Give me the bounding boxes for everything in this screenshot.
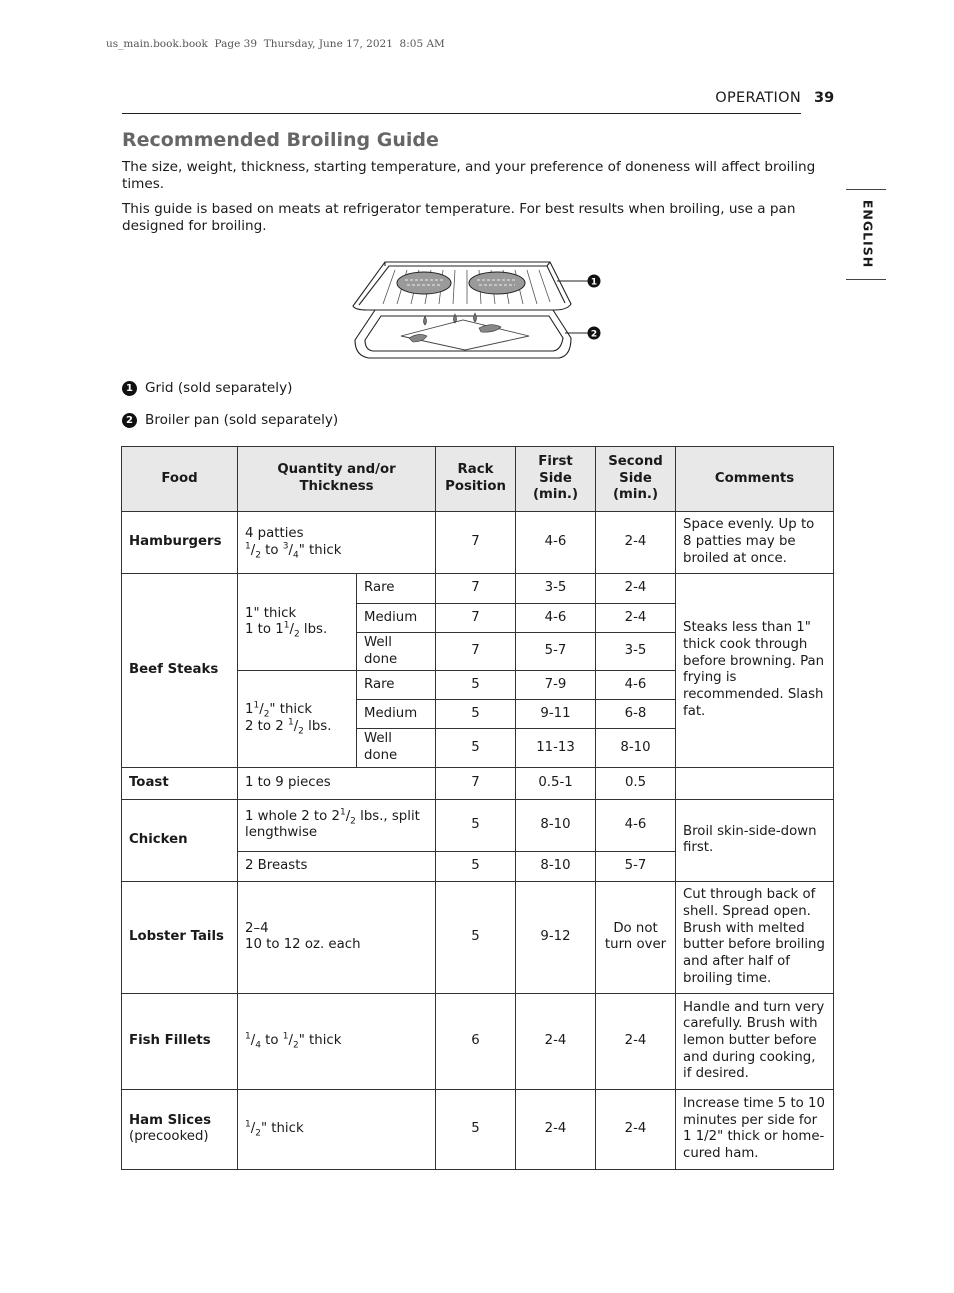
- doneness-cell: Medium: [357, 700, 436, 729]
- broiler-pan-illustration: [345, 256, 607, 364]
- qty-text: 1 to 1: [245, 622, 284, 638]
- fraction-den: 2: [255, 1128, 261, 1139]
- doneness-cell: Well done: [357, 633, 436, 671]
- rack-cell: 7: [436, 633, 516, 671]
- intro-paragraph-1: The size, weight, thickness, starting temperature, and your preference of doneness will affect broiling times.: [122, 159, 816, 192]
- qty-hamburgers-line1: 4 patties: [245, 525, 304, 541]
- header-rack: Rack Position: [436, 447, 516, 512]
- qty-toast: 1 to 9 pieces: [238, 767, 436, 799]
- table-row: [122, 767, 834, 799]
- broiler-pan-drawing: [345, 256, 607, 364]
- qty-lobster-tails: 2–4 10 to 12 oz. each: [238, 881, 436, 993]
- food-toast: Toast: [122, 767, 238, 799]
- second-cell: 4-6: [596, 799, 676, 851]
- fraction-num: 1: [283, 620, 290, 631]
- first-cell: 8-10: [516, 851, 596, 881]
- fraction-den: 2: [255, 550, 261, 561]
- legend-number-1: 1: [122, 381, 137, 396]
- fraction-den: 4: [255, 1040, 261, 1051]
- qty-text: 2 to 2: [245, 719, 288, 735]
- rack-lobster-tails: 5: [436, 881, 516, 993]
- header-second-side: Second Side (min.): [596, 447, 676, 512]
- table-row: [122, 881, 834, 993]
- second-cell: 4-6: [596, 671, 676, 700]
- qty-beef-1-5in: $1^1/_2$" thick 2 to 2 $^1/_2$ lbs.: [238, 671, 357, 767]
- first-ham-slices: 2-4: [516, 1089, 596, 1169]
- doneness-cell: Rare: [357, 574, 436, 604]
- first-cell: 4-6: [516, 604, 596, 633]
- comments-chicken: Broil skin-side-down first.: [676, 799, 834, 881]
- food-ham-slices-note: (precooked): [129, 1129, 209, 1145]
- table-row: [122, 1089, 834, 1169]
- first-cell: 9-11: [516, 700, 596, 729]
- food-hamburgers: Hamburgers: [122, 512, 238, 574]
- second-cell: 6-8: [596, 700, 676, 729]
- qty-text: " thick: [298, 542, 342, 558]
- table-row: [122, 574, 834, 604]
- fraction-den: 4: [292, 550, 299, 561]
- table-row: [122, 512, 834, 574]
- rack-ham-slices: 5: [436, 1089, 516, 1169]
- rack-toast: 7: [436, 767, 516, 799]
- qty-text: 1 whole 2 to 2: [245, 808, 340, 824]
- qty-text: " thick: [260, 1120, 304, 1136]
- comments-lobster-tails: Cut through back of shell. Spread open. Brush with melted butter before broiling and after half of broiling time.: [676, 881, 834, 993]
- food-lobster-tails: Lobster Tails: [122, 881, 238, 993]
- second-cell: 5-7: [596, 851, 676, 881]
- fraction-num: 1: [339, 807, 346, 818]
- qty-text: lbs.: [303, 719, 332, 735]
- print-slug: us_main.book.book Page 39 Thursday, June 17, 2021 8:05 AM: [106, 38, 445, 50]
- comments-toast: [676, 767, 834, 799]
- header-comments: Comments: [676, 447, 834, 512]
- fraction-num: 1: [287, 717, 294, 728]
- rack-hamburgers: 7: [436, 512, 516, 574]
- doneness-cell: Rare: [357, 671, 436, 700]
- second-hamburgers: 2-4: [596, 512, 676, 574]
- second-cell: 3-5: [596, 633, 676, 671]
- fraction-den: 2: [293, 629, 300, 640]
- food-beef-steaks: Beef Steaks: [122, 574, 238, 768]
- first-cell: 3-5: [516, 574, 596, 604]
- first-cell: 5-7: [516, 633, 596, 671]
- food-chicken: Chicken: [122, 799, 238, 881]
- qty-ham-slices: $^1/_2$" thick: [238, 1089, 436, 1169]
- comments-ham-slices: Increase time 5 to 10 minutes per side for 1 1/2" thick or home-cured ham.: [676, 1089, 834, 1169]
- legend-text-broiler-pan: Broiler pan (sold separately): [145, 412, 339, 428]
- legend-item-grid: [122, 380, 292, 396]
- second-ham-slices: 2-4: [596, 1089, 676, 1169]
- table-header-row: [122, 447, 834, 512]
- doneness-cell: Well done: [357, 729, 436, 767]
- header-food: Food: [122, 447, 238, 512]
- fraction-den: 2: [292, 1040, 299, 1051]
- rack-fish-fillets: 6: [436, 993, 516, 1089]
- first-cell: 11-13: [516, 729, 596, 767]
- food-fish-fillets: Fish Fillets: [122, 993, 238, 1089]
- qty-chicken-breasts: 2 Breasts: [238, 851, 436, 881]
- qty-text: 1" thick: [245, 605, 297, 621]
- food-ham-slices: [122, 1089, 238, 1169]
- rack-cell: 5: [436, 851, 516, 881]
- first-cell: 7-9: [516, 671, 596, 700]
- fraction-den: 2: [263, 710, 270, 721]
- header-first-side: First Side (min.): [516, 447, 596, 512]
- second-cell: 2-4: [596, 574, 676, 604]
- qty-chicken-whole: 1 whole 2 to $2^1/_2$ lbs., split lengthwise: [238, 799, 436, 851]
- comments-beef-steaks: Steaks less than 1" thick cook through before browning. Pan frying is recommended. Slash fat.: [676, 574, 834, 768]
- qty-text: lbs.: [299, 622, 328, 638]
- table-row: [122, 993, 834, 1089]
- food-ham-slices-label: Ham Slices: [129, 1112, 212, 1128]
- qty-text: 1: [245, 702, 254, 718]
- fraction-num: 1: [245, 541, 251, 552]
- fraction-num: 1: [253, 700, 260, 711]
- fraction-den: 2: [350, 816, 356, 827]
- rack-cell: 7: [436, 574, 516, 604]
- fraction-den: 2: [298, 726, 304, 737]
- first-cell: 8-10: [516, 799, 596, 851]
- legend-item-broiler-pan: [122, 412, 338, 428]
- language-tab-label: ENGLISH: [860, 199, 876, 269]
- second-cell: 8-10: [596, 729, 676, 767]
- qty-text: to: [260, 1032, 283, 1048]
- qty-text: " thick: [298, 1032, 342, 1048]
- qty-fish-fillets: $^1/_4$ to $^1/_2$" thick: [238, 993, 436, 1089]
- first-fish-fillets: 2-4: [516, 993, 596, 1089]
- running-head-section: OPERATION: [122, 90, 801, 114]
- rack-cell: 5: [436, 700, 516, 729]
- table-row: [122, 799, 834, 851]
- first-hamburgers: 4-6: [516, 512, 596, 574]
- callout-2: 2: [590, 329, 598, 340]
- second-fish-fillets: 2-4: [596, 993, 676, 1089]
- legend-text-grid: Grid (sold separately): [145, 380, 293, 396]
- qty-hamburgers: 4 patties $^1/_2$ to $^3/_4$" thick: [238, 512, 436, 574]
- header-quantity: Quantity and/or Thickness: [238, 447, 436, 512]
- first-lobster-tails: 9-12: [516, 881, 596, 993]
- second-lobster-tails: Do not turn over: [596, 881, 676, 993]
- rack-cell: 5: [436, 729, 516, 767]
- second-toast: 0.5: [596, 767, 676, 799]
- page-title: Recommended Broiling Guide: [122, 129, 439, 151]
- qty-text: to: [260, 542, 283, 558]
- callout-1: 1: [590, 277, 598, 288]
- comments-hamburgers: Space evenly. Up to 8 patties may be broiled at once.: [676, 512, 834, 574]
- fraction-num: 1: [282, 1031, 289, 1042]
- qty-text: " thick: [269, 702, 313, 718]
- broiling-guide-table: [121, 446, 834, 1170]
- doneness-cell: Medium: [357, 604, 436, 633]
- rack-cell: 7: [436, 604, 516, 633]
- fraction-num: 1: [245, 1031, 251, 1042]
- page-number: 39: [814, 90, 835, 106]
- language-tab: [846, 189, 886, 280]
- rack-cell: 5: [436, 671, 516, 700]
- legend-number-2: 2: [122, 413, 137, 428]
- fraction-num: 1: [245, 1119, 251, 1130]
- comments-fish-fillets: Handle and turn very carefully. Brush with lemon butter before and during cooking, if desired.: [676, 993, 834, 1089]
- second-cell: 2-4: [596, 604, 676, 633]
- first-toast: 0.5-1: [516, 767, 596, 799]
- intro-paragraph-2: This guide is based on meats at refrigerator temperature. For best results when broiling, use a pan designed for broiling.: [122, 201, 796, 234]
- qty-beef-1in: 1" thick 1 to $1^1/_2$ lbs.: [238, 574, 357, 671]
- fraction-num: 3: [282, 541, 289, 552]
- qty-text: lbs., split lengthwise: [245, 808, 420, 841]
- rack-cell: 5: [436, 799, 516, 851]
